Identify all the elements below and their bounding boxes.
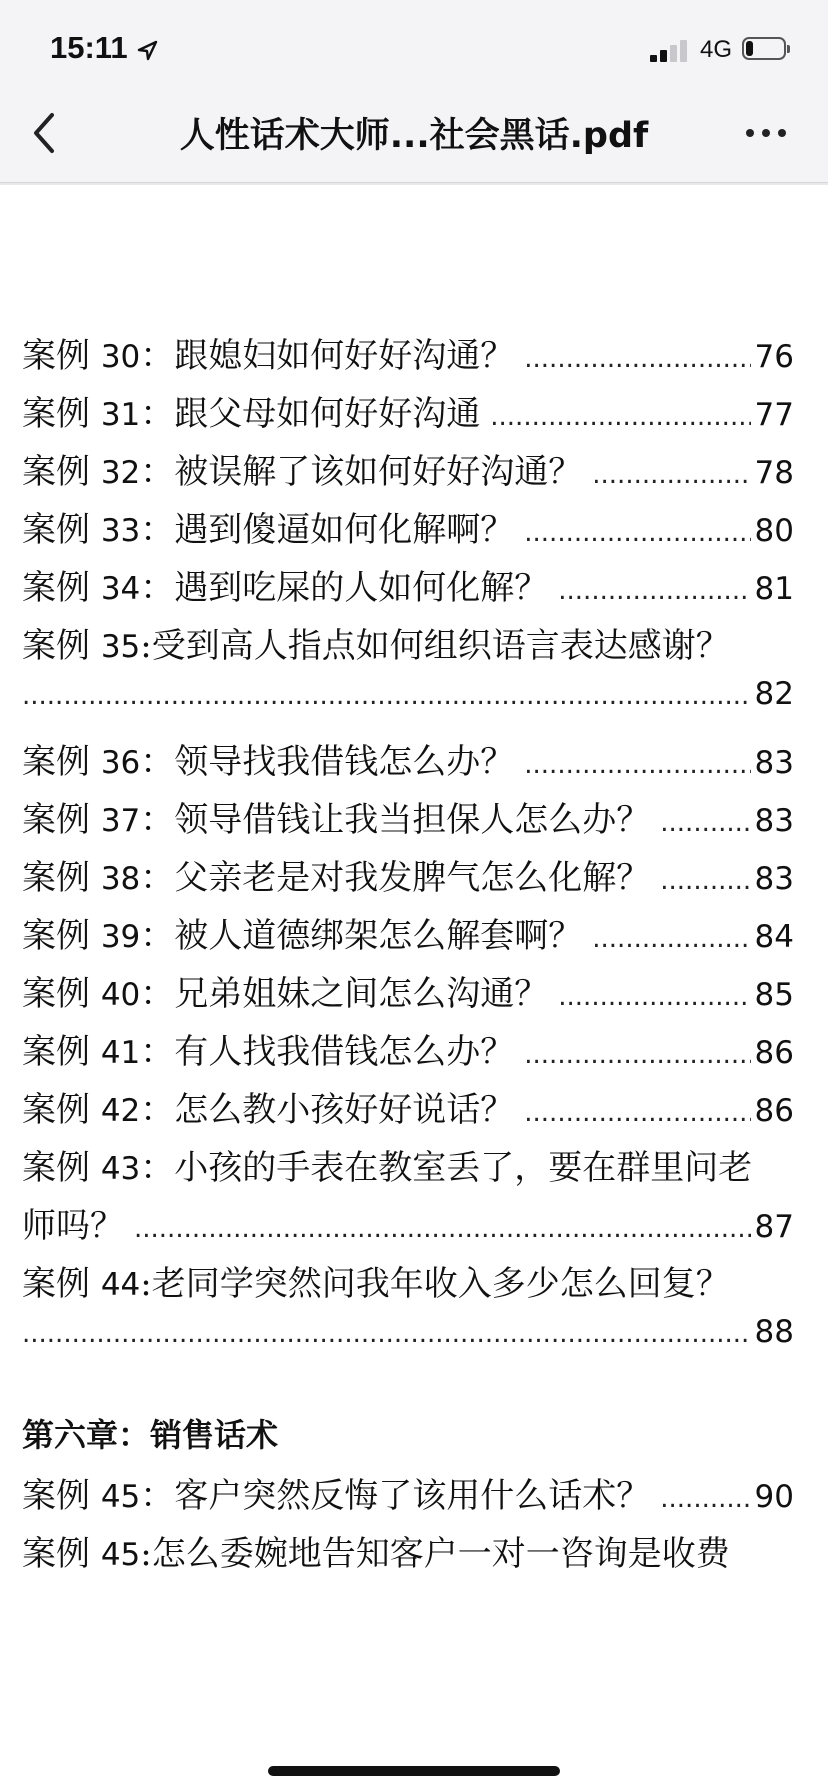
- document-title: 人性话术大师...社会黑话.pdf: [179, 116, 649, 156]
- toc-entry-line-1[interactable]: 案例 44:老同学突然问我年收入多少怎么回复？: [22, 1264, 730, 1304]
- toc-entry-line-2[interactable]: 师吗？ ..... 87: [22, 1198, 794, 1256]
- toc-entry[interactable]: 案例 40：兄弟姐妹之间怎么沟通？ ..... 85: [22, 966, 794, 1024]
- page-number: 86: [754, 1035, 794, 1071]
- leader-dots: [134, 1214, 751, 1244]
- home-indicator[interactable]: [268, 1766, 560, 1776]
- toc-entry[interactable]: 案例 37：领导借钱让我当担保人怎么办？ ..... 83: [22, 792, 794, 850]
- toc-entry[interactable]: 案例 33：遇到傻逼如何化解啊？ ..... 80: [22, 502, 794, 560]
- leader-dots: [524, 1040, 750, 1070]
- toc-entry-line-2[interactable]: [22, 1314, 794, 1372]
- battery-icon: [742, 37, 786, 60]
- more-options-button[interactable]: [740, 112, 792, 152]
- leader-dots: [660, 866, 750, 896]
- page-number: 83: [754, 861, 794, 897]
- leader-dots: [660, 1484, 750, 1514]
- page-number: 82: [754, 676, 794, 712]
- toc-entry[interactable]: 案例 32：被误解了该如何好好沟通？ ..... 78: [22, 444, 794, 502]
- leader-dots: [524, 1098, 750, 1128]
- leader-dots: [592, 924, 750, 954]
- back-button[interactable]: [26, 107, 66, 159]
- leader-dots: [558, 576, 750, 606]
- location-arrow-icon: [136, 40, 158, 62]
- leader-dots: [524, 750, 750, 780]
- top-navigation-bar: [0, 0, 828, 183]
- toc-entry[interactable]: 案例 42：怎么教小孩好好说话？ ..... 86: [22, 1082, 794, 1140]
- page-number: 90: [754, 1479, 794, 1515]
- page-number: 83: [754, 803, 794, 839]
- page-number: 88: [754, 1314, 794, 1350]
- toc-entry[interactable]: 案例 34：遇到吃屎的人如何化解？ ..... 81: [22, 560, 794, 618]
- page-number: 84: [754, 919, 794, 955]
- toc-entry-line-1[interactable]: 案例 43：小孩的手表在教室丢了，要在群里问老: [22, 1148, 753, 1188]
- toc-entry-line-1[interactable]: 案例 45:怎么委婉地告知客户一对一咨询是收费: [22, 1534, 730, 1574]
- toc-entry[interactable]: 案例 39：被人道德绑架怎么解套啊？ ..... 84: [22, 908, 794, 966]
- toc-entry[interactable]: 案例 36：领导找我借钱怎么办？ ..... 83: [22, 734, 794, 792]
- page-number: 78: [754, 455, 794, 491]
- page-number: 86: [754, 1093, 794, 1129]
- leader-dots: [592, 460, 750, 490]
- leader-dots: [558, 982, 750, 1012]
- leader-dots: [22, 1319, 751, 1349]
- page-number: 80: [754, 513, 794, 549]
- page-number: 81: [754, 571, 794, 607]
- page-number: 87: [754, 1209, 794, 1245]
- leader-dots: [660, 808, 750, 838]
- page-number: 83: [754, 745, 794, 781]
- leader-dots: [490, 402, 750, 432]
- toc-entry[interactable]: 案例 30：跟媳妇如何好好沟通？ ..... 76: [22, 328, 794, 386]
- leader-dots: [524, 344, 750, 374]
- toc-entry[interactable]: 案例 38：父亲老是对我发脾气怎么化解？ ..... 83: [22, 850, 794, 908]
- status-time: 15:11: [50, 30, 128, 65]
- page-number: 77: [754, 397, 794, 433]
- leader-dots: [22, 681, 751, 711]
- toc-entry-line-2[interactable]: [22, 676, 794, 734]
- page-number: 85: [754, 977, 794, 1013]
- chapter-heading: 第六章：销售话术: [22, 1416, 279, 1454]
- page-number: 76: [754, 339, 794, 375]
- toc-entry-line-1[interactable]: 案例 35:受到高人指点如何组织语言表达感谢？: [22, 626, 730, 666]
- network-type: 4G: [700, 36, 733, 63]
- cellular-signal-icon: [650, 38, 690, 62]
- toc-entry[interactable]: 案例 45：客户突然反悔了该用什么话术？ ..... 90: [22, 1468, 794, 1526]
- toc-entry[interactable]: 案例 41：有人找我借钱怎么办？ ..... 86: [22, 1024, 794, 1082]
- toc-entry[interactable]: 案例 31：跟父母如何好好沟通 ..... 77: [22, 386, 794, 444]
- leader-dots: [524, 518, 750, 548]
